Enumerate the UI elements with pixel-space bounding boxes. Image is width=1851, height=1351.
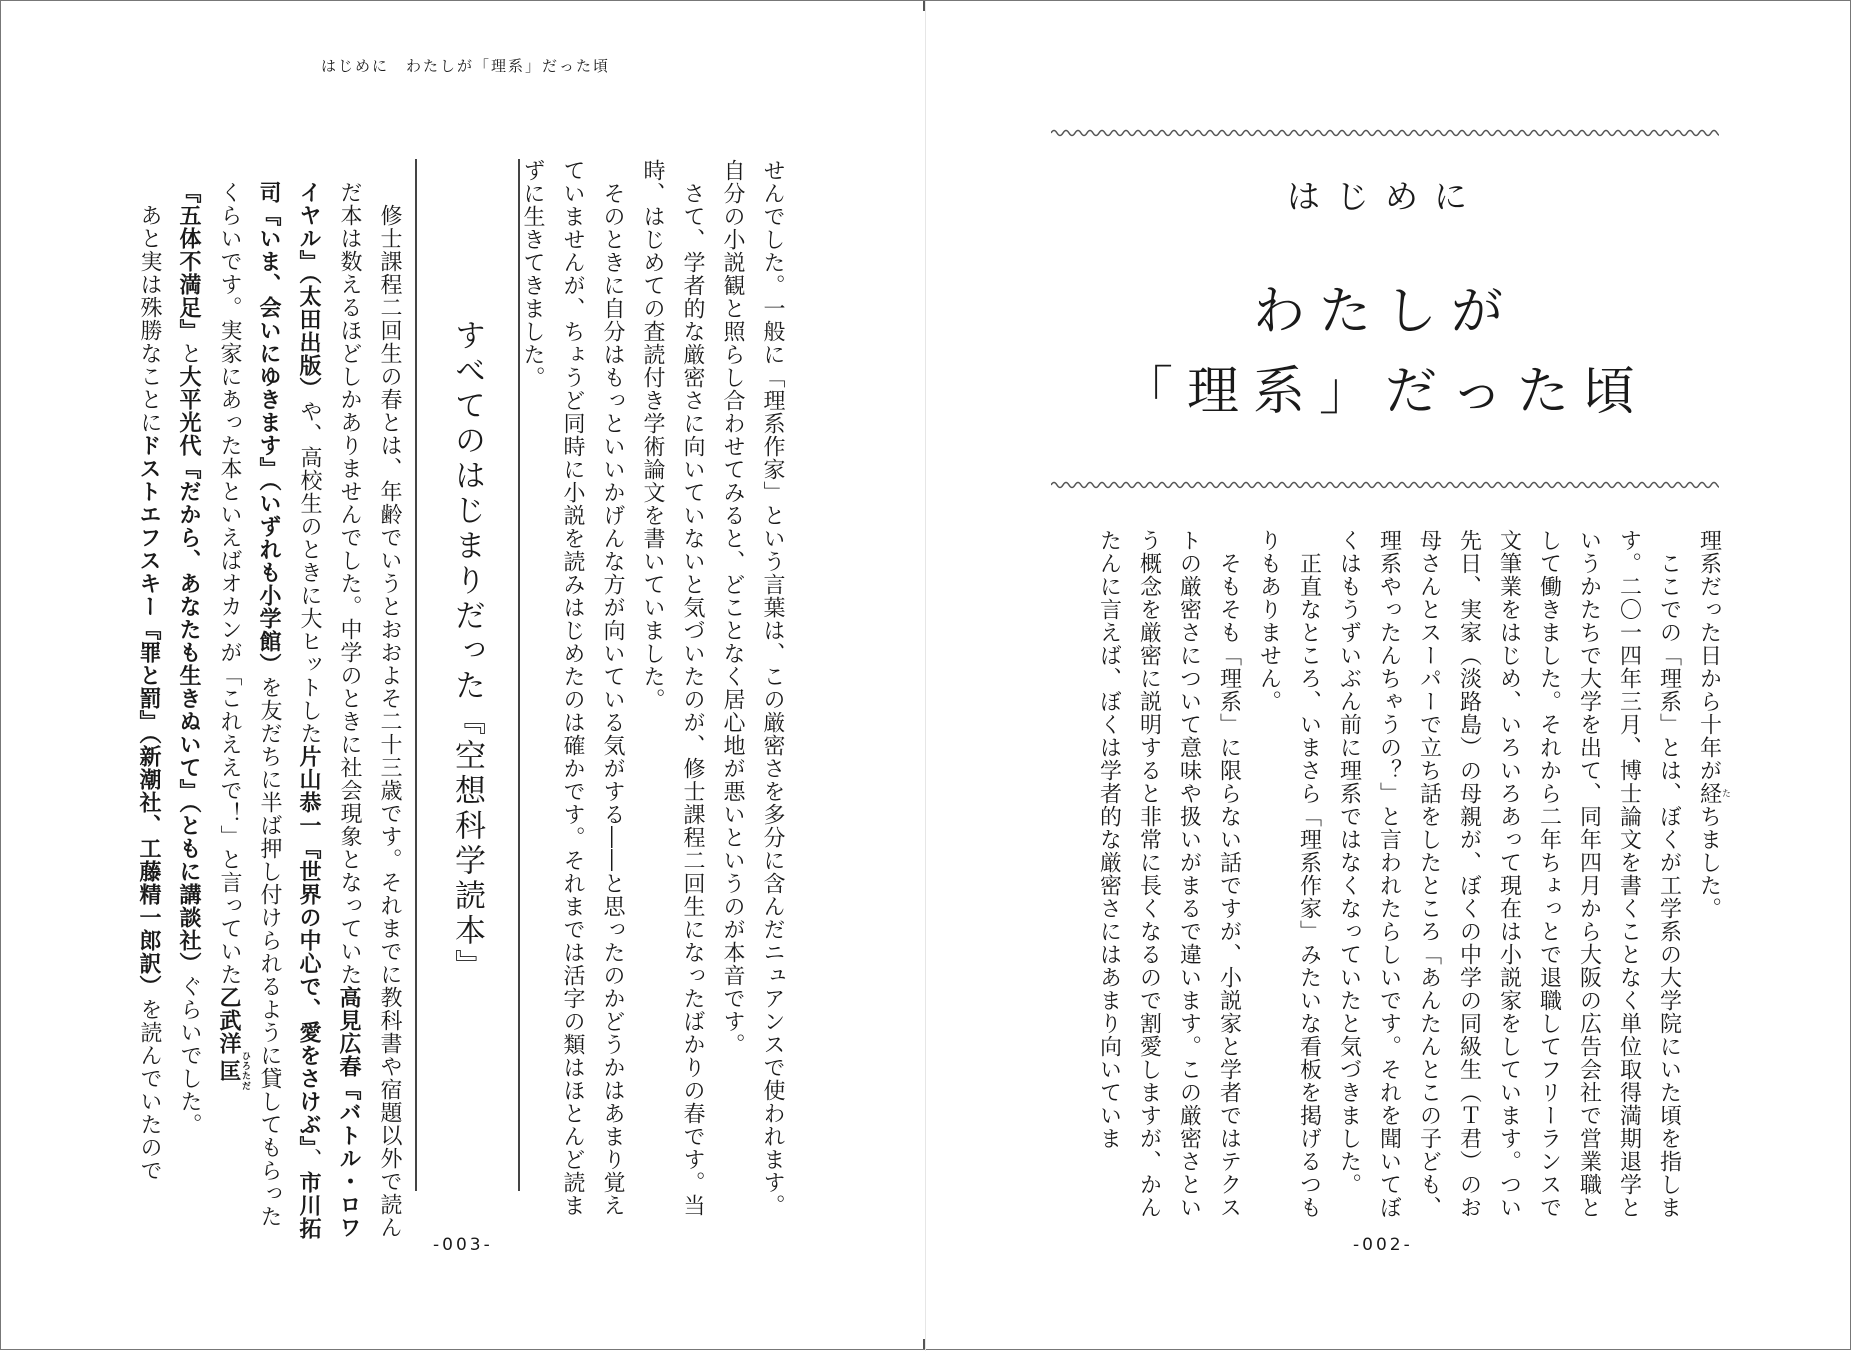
- crop-mark-top: [923, 1, 925, 11]
- paragraph: そのときに自分はもっといいかげんな方が向いている気がする――と思ったのかどうかはあまり覚えていませんが、ちょうど同時に小説を読みはじめたのは確かです。それまでは活字の類はほとんど読まずに生きてきました。: [520, 159, 625, 1217]
- book-reference: 片山恭一『世界の中心で、愛をさけぶ』: [296, 745, 322, 1148]
- ruby-annotation: 匡ひろただ: [216, 1051, 250, 1091]
- paragraph: せんでした。一般に「理系作家」という言葉は、この厳密さを多分に含んだニュアンスで使われます。自分の小説観と照らし合わせてみると、どことなく居心地が悪いというのが本音です。: [720, 159, 785, 1217]
- ruby-annotation: 経た: [1696, 782, 1730, 805]
- book-reference: 乙武洋匡ひろただ『五体不満足』: [176, 181, 250, 1091]
- chapter-title-line-1: わたしが: [1252, 282, 1517, 342]
- section-rule-left: [415, 159, 417, 1191]
- paragraph: ここでの「理系」とは、ぼくが工学系の大学院にいた頃を指します。二〇一四年三月、博士論文を書くことなく単位取得満期退学というかたちで大学を出て、同年四月から大阪の広告会社で営業職として働きました。それから二年ちょっとで退職してフリーランスで文筆業をはじめ、いろいろあって現在は小説家をしています。つい先日、実家（淡路島）の母親が、ぼくの中学の同級生（Ｔ君）のお母さんとスーパーで立ち話をしたところ「あんたんとこの子ども、理系やったんちゃうの？」と言われたらしいです。それを聞いてぼくはもうずいぶん前に理系ではなくなっていたと気づきました。: [1336, 529, 1682, 1219]
- left-page-body-lower: 修士課程二回生の春とは、年齢でいうとおおよそ二十三歳です。それまでに教科書や宿題以外で読んだ本は数えるほどしかありませんでした。中学のときに社会現象となっていた高見広春『バトル・ロワイヤル』（太田出版）や、高校生のときに大ヒットした片山恭一『世界の中心で、愛をさけぶ』、市川拓司『いま、会いにゆきます』（いずれも小学館）を友だちに半ば押し付けられるように貸してもらったくらいです。実家にあった本といえばオカンが「これええで！」と言っていた乙武洋匡ひろただ『五体不満足』と大平光代『だから、あなたも生きぬいて』（ともに講談社）ぐらいでした。 あと実は殊勝なことにドストエフスキー『罪と罰』（新潮社、工藤精一郎訳）を読んでいたので: [136, 181, 402, 1240]
- chapter-label: はじめに: [1287, 177, 1483, 216]
- page-gutter: [925, 1, 926, 1351]
- chapter-title-line-2: 「理系」だった頃: [1120, 362, 1649, 422]
- section-title: すべてのはじまりだった『空想科学読本』: [449, 319, 485, 984]
- wavy-divider-top: [1051, 127, 1719, 139]
- right-page-body: [1089, 529, 1731, 1229]
- left-page-body-upper: [512, 159, 792, 1229]
- book-reference: 市川拓司『いま、会いにゆきます』（いずれも小学館）: [256, 181, 322, 1240]
- paragraph: さて、学者的な厳密さに向いていないと気づいたのが、修士課程二回生になったばかりの春です。当時、はじめての査読付き学術論文を書いていました。: [640, 159, 705, 1217]
- paragraph: そもそも「理系」に限らない話ですが、小説家と学者ではテクストの厳密さについて意味や扱いがまるで違います。この厳密さという概念を厳密に説明すると非常に長くなるので割愛しますが、かんたんに言えば、ぼくは学者的な厳密さにはあまり向いていま: [1096, 529, 1242, 1219]
- running-head: はじめに わたしが「理系」だった頃: [321, 57, 611, 75]
- section-rule-right: [518, 159, 520, 1191]
- wavy-divider-bottom: [1051, 479, 1719, 491]
- crop-mark-bottom: [923, 1339, 925, 1349]
- paragraph: 理系だった日から十年が経たちました。: [1696, 529, 1730, 920]
- book-reference: 大平光代『だから、あなたも生きぬいて』（ともに講談社）: [176, 365, 202, 975]
- page-number-left: -003-: [433, 1235, 493, 1255]
- book-reference: 高見広春『バトル・ロワイヤル』（太田出版）: [296, 181, 362, 1239]
- page-number-right: -002-: [1353, 1235, 1413, 1255]
- book-reference: ドストエフスキー『罪と罰』（新潮社、工藤精一郎訳）: [136, 434, 162, 998]
- paragraph: 正直なところ、いまさら「理系作家」みたいな看板を掲げるつもりもありません。: [1256, 529, 1322, 1219]
